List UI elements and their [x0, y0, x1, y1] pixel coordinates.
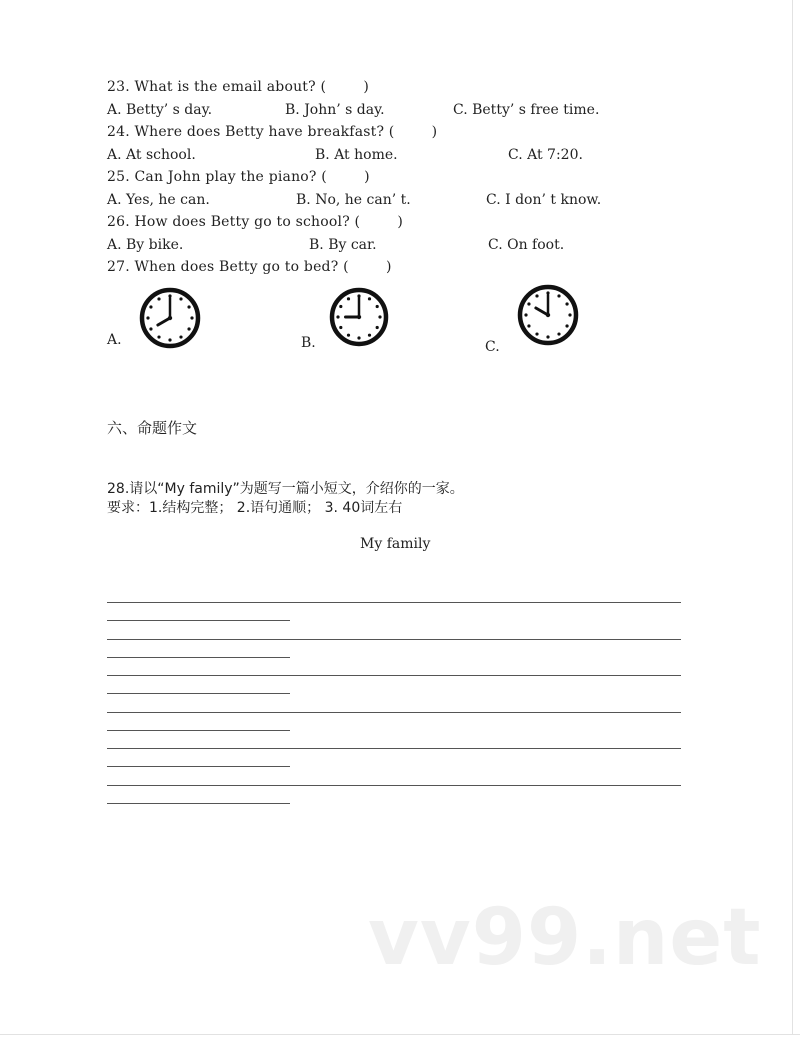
question-25-stem: 25. Can John play the piano? ( ): [107, 169, 370, 185]
clock-tick: [347, 297, 350, 300]
question-24-option-c: C. At 7:20.: [508, 147, 583, 163]
essay-title: My family: [360, 536, 431, 552]
watermark-text: vv99.net: [368, 893, 762, 983]
question-27-option-b-label: B.: [301, 335, 316, 351]
clock-tick: [378, 315, 381, 318]
writing-line: [107, 657, 290, 658]
clock-tick: [149, 305, 152, 308]
clock-tick: [179, 297, 182, 300]
question-23-option-c: C. Betty’ s free time.: [453, 102, 600, 118]
clock-tick: [168, 338, 171, 341]
clock-tick: [149, 327, 152, 330]
writing-line: [107, 675, 681, 676]
clock-tick: [565, 302, 568, 305]
clock-tick: [187, 327, 190, 330]
clock-tick: [546, 335, 549, 338]
clock-tick: [568, 313, 571, 316]
question-23-stem: 23. What is the email about? ( ): [107, 79, 370, 95]
clock-tick: [535, 294, 538, 297]
question-26-stem: 26. How does Betty go to school? ( ): [107, 214, 404, 230]
question-24-option-b: B. At home.: [315, 147, 398, 163]
clock-tick: [336, 315, 339, 318]
question-27-stem: 27. When does Betty go to bed? ( ): [107, 259, 392, 275]
page-edge-bottom: [0, 1034, 800, 1035]
clock-tick: [157, 297, 160, 300]
essay-prompt: 28.请以“My family”为题写一篇小短文，介绍你的一家。: [107, 481, 464, 497]
clock-tick: [524, 313, 527, 316]
writing-line: [107, 620, 290, 621]
question-24-option-a: A. At school.: [107, 147, 196, 163]
clock-tick: [368, 297, 371, 300]
clock-tick: [527, 302, 530, 305]
clock-tick: [187, 305, 190, 308]
question-27-option-c-label: C.: [485, 339, 500, 355]
clock-tick: [357, 336, 360, 339]
question-26-option-b: B. By car.: [309, 237, 377, 253]
clock-tick: [565, 324, 568, 327]
clock-tick: [527, 324, 530, 327]
question-25-option-b: B. No, he can’ t.: [296, 192, 411, 208]
clock-tick: [146, 316, 149, 319]
clock-tick: [557, 294, 560, 297]
question-27-option-a-label: A.: [107, 332, 122, 348]
essay-requirements: 要求：1.结构完整； 2.语句通顺； 3. 40词左右: [107, 500, 403, 516]
question-23-option-a: A. Betty’ s day.: [107, 102, 213, 118]
writing-line: [107, 712, 681, 713]
clock-tick: [179, 335, 182, 338]
writing-line: [107, 766, 290, 767]
clock-center: [357, 315, 361, 319]
writing-line: [107, 639, 681, 640]
clock-tick: [190, 316, 193, 319]
clock-tick: [347, 334, 350, 337]
page-edge-right: [792, 0, 793, 1034]
clock-tick: [557, 332, 560, 335]
clock-a-icon: [139, 287, 201, 349]
writing-line: [107, 803, 290, 804]
clock-tick: [157, 335, 160, 338]
clock-tick: [339, 305, 342, 308]
clock-tick: [535, 332, 538, 335]
clock-b-icon: [329, 287, 389, 347]
clock-c-icon: [517, 284, 579, 346]
clock-center: [168, 316, 172, 320]
clock-center: [546, 313, 550, 317]
question-25-option-c: C. I don’ t know.: [486, 192, 602, 208]
writing-line: [107, 785, 681, 786]
question-26-option-c: C. On foot.: [488, 237, 565, 253]
clock-tick: [368, 334, 371, 337]
question-23-option-b: B. John’ s day.: [285, 102, 385, 118]
question-25-option-a: A. Yes, he can.: [107, 192, 210, 208]
writing-line: [107, 602, 681, 603]
clock-tick: [339, 326, 342, 329]
writing-line: [107, 693, 290, 694]
clock-tick: [376, 305, 379, 308]
question-26-option-a: A. By bike.: [107, 237, 184, 253]
clock-tick: [376, 326, 379, 329]
question-24-stem: 24. Where does Betty have breakfast? ( ): [107, 124, 438, 140]
writing-line: [107, 730, 290, 731]
section-title: 六、命题作文: [107, 419, 198, 437]
writing-line: [107, 748, 681, 749]
